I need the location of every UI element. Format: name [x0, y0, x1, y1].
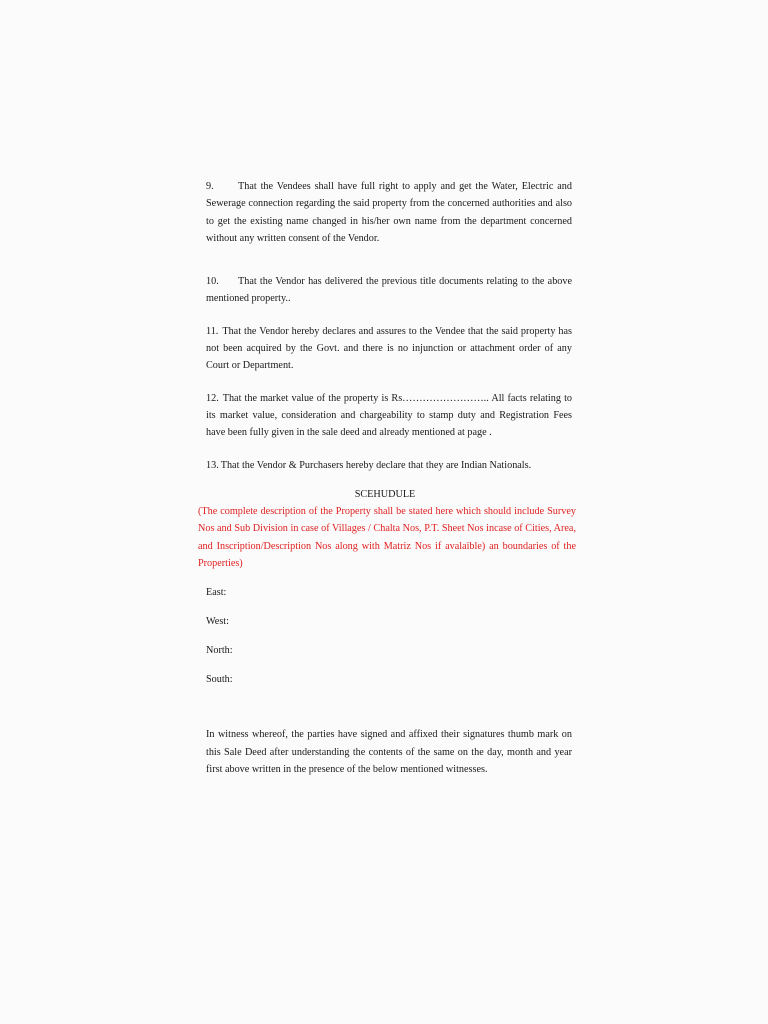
witness-clause: In witness whereof, the parties have signed and affixed their signatures thumb mark on this Sale Deed after understanding the contents of the same on the day, month and year first above written in the presence of the below mentioned witnesses. — [206, 729, 572, 775]
clause-10-number: 10. — [206, 276, 219, 288]
schedule-note: (The complete description of the Property shall be stated here which should include Survey Nos and Sub Division in case of Villages / Chalta Nos, P.T. Sheet Nos incase of Cities, Area, and Inscription/Description Nos along with Matriz Nos if avalaible) an boundaries of the Properties) — [198, 506, 576, 570]
schedule-heading: SCEHUDULE — [354, 488, 416, 500]
clause-9-number: 9. — [206, 181, 214, 192]
document-body — [198, 178, 576, 778]
clause-13-number: 13. — [206, 459, 219, 471]
clause-12-text: That the market value of the property is Rs…………………….. All facts relating to its market value, consideration and chargeability to stamp duty and Registration Fees have been fully given in the sale deed and already mentioned at page . — [206, 392, 572, 439]
clause-11-number: 11. — [206, 325, 219, 337]
boundaries-list — [206, 584, 572, 700]
clause-12 — [206, 390, 572, 442]
clause-11-text: That the Vendor hereby declares and assures to the Vendee that the said property has not been acquired by the Govt. and there is no injunction or attachment order of any Court or Department. — [206, 325, 572, 372]
clause-13 — [206, 457, 572, 474]
clause-13-text: That the Vendor & Purchasers hereby declare that they are Indian Nationals. — [220, 459, 532, 471]
clause-9-text: That the Vendees shall have full right to apply and get the Water, Electric and Sewerage connection regarding the said property from the concerned authorities and also to get the existing name changed in his/her own name from the department concerned without any written consent of the Vendor. — [206, 181, 572, 244]
boundary-west: West: — [206, 616, 229, 628]
clause-9 — [206, 178, 572, 247]
clause-12-number: 12. — [206, 392, 219, 404]
boundary-east: East: — [206, 587, 227, 599]
clause-11 — [206, 323, 572, 375]
clause-10-text: That the Vendor has delivered the previous title documents relating to the above mentioned property.. — [206, 276, 572, 305]
clause-10 — [206, 273, 572, 308]
boundary-north: North: — [206, 645, 233, 657]
boundary-south: South: — [206, 674, 233, 686]
